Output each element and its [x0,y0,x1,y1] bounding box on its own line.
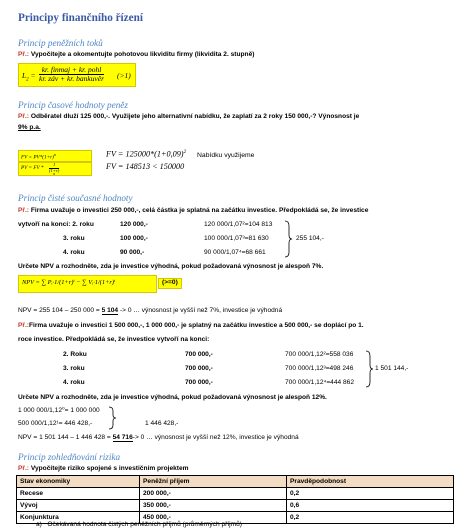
table-header-row [17,476,454,488]
npv-question-1: Určete NPV a rozhodněte, zda je investice výhodná, pokud požadovaná výnosnost je alespoň 7%. [18,263,324,270]
example-marker: Př.: [18,51,29,58]
section-heading-cash-flow: Princip peněžních toků [18,38,103,48]
npv-formula-box [18,275,157,293]
risk-table [16,475,454,524]
npv-task-line2: vytvoří na konci: 2. roku [18,221,94,228]
investment-sum: 1 446 428,- [145,420,179,427]
npv-example-2-text: Firma uvažuje o investici 1 500 000,-, 1 000 000,- je splatný na začátku investice a 500 000,- se doplácí po 1. [29,322,364,329]
npv-question-2: Určete NPV a rozhodněte, zda je investice výhodná, pokud požadovaná výnosnost je alespoň 12%. [18,394,327,401]
tvm-task-line1 [18,114,359,121]
npv-result-1-post: -> 0 … výnosnost je vyšší než 7%, investice je výhodná [118,307,283,314]
npv-formula: NPV = ∑ Pᵢ·1/(1+r)ⁱ − ∑ Vᵢ·1/(1+r)ⁱ [22,279,116,286]
npv-sum: 255 104,- [296,235,324,242]
formula-numerator: kr. finmaj + kr. pohl [39,66,104,75]
npv2-row-2-calc: 700 000/1,12³=498 246 [285,365,354,372]
npv-result-2 [18,435,299,442]
formula-lhs-sub: 2 [26,77,29,83]
npv-example-2-line2: roce investice. Předpokládá se, že investice vytvoří na konci: [18,336,210,343]
npv-result-1-pre: NPV = 255 104 – 250 000 = [18,307,102,314]
npv-example-2-line1 [18,323,364,330]
npv-row-1-calc: 120 000/1,07²=104 813 [204,221,273,228]
investment-brace [108,406,116,430]
table-cell: 0,2 [287,488,454,500]
risk-item-a [36,522,242,529]
table-cell: Vývoj [17,500,140,512]
npv-row-3-label: 4. roku [63,249,85,256]
liquidity-task-text: Vypočítejte a okomentujte pohotovou likviditu firmy (likvidita 2. stupně) [29,51,255,58]
npv-sum-brace [284,220,292,258]
npv-row-3-calc: 90 000/1,07⁴=68 661 [204,249,266,256]
table-cell: 350 000,- [140,500,287,512]
npv-row-2-amount: 100 000,- [120,235,148,242]
npv2-row-1-calc: 700 000/1,12²=558 036 [285,351,354,358]
formula-condition: (>1) [117,71,131,80]
npv2-row-3-amount: 700 000,- [185,379,213,386]
list-marker: a) [36,521,42,528]
npv-result-1-value: 5 104 [101,307,119,314]
pv-fraction-den: (1+r) [49,167,60,173]
example-marker: Př.: [18,322,29,329]
npv-result-1 [18,308,282,315]
npv2-row-3-calc: 700 000/1,12⁴=444 862 [285,379,355,386]
npv2-row-1-amount: 700 000,- [185,351,213,358]
section-heading-tvm: Princip časové hodnoty peněz [18,100,128,110]
npv-row-3-amount: 90 000,- [120,249,145,256]
pv-fraction-den-exp: n [53,172,56,177]
npv-result-2-post: -> 0 … výnosnost je vyšší než 12%, investice je výhodná [132,434,299,441]
fv-calc-1-exp: 2 [183,149,187,155]
investment-pv-2: 500 000/1,12¹= 446 428,- [18,420,93,427]
example-marker: Př.: [18,465,29,472]
example-marker: Př.: [18,207,29,214]
fv-formula-box [18,150,92,162]
liquidity-task [18,52,254,59]
npv-condition: (>=0) [158,278,182,289]
risk-item-a-text: Očekávaná hodnota čistých peněžních příjmů (průměrných příjmů) [47,521,242,528]
npv-row-1-amount: 120 000,- [120,221,148,228]
section-heading-risk: Princip zohledňování rizika [18,452,121,462]
npv-result-2-pre: NPV = 1 501 144 – 1 446 428 = [18,434,113,441]
npv2-row-2-label: 3. roku [63,365,85,372]
fv-calc-1-text: FV = 125000*(1+0,09) [106,149,184,159]
formula-fraction [39,66,104,82]
npv2-sum-brace [365,350,373,388]
liquidity-formula [18,63,136,87]
formula-lhs: L [22,71,27,80]
pv-fraction [49,163,59,179]
fv-calc-2: FV = 148513 < 150000 [106,162,185,171]
table-row [17,500,454,512]
table-cell: 200 000,- [140,488,287,500]
example-marker: Př.: [18,113,29,120]
pv-formula: PV = FV * [21,165,44,171]
table-header-cell: Peněžní příjem [140,476,287,488]
npv2-row-2-amount: 700 000,- [185,365,213,372]
fv-calc-1 [106,150,186,159]
formula-eq: = [30,71,36,80]
table-cell: Konjunktura [17,512,140,524]
npv2-row-3-label: 4. roku [63,379,85,386]
table-cell: 450 000,- [140,512,287,524]
formula-denominator: kr. záv + kr. bankuvěr [39,73,105,83]
fv-formula: FV = PV*(1+r) [21,154,54,161]
npv2-row-1-label: 2. Roku [63,351,87,358]
fv-decision: Nabídku využijeme [197,152,255,159]
npv-row-2-calc: 100 000/1,07³=81 630 [204,235,269,242]
risk-task-text: Vypočítejte riziko spojené s investičním projektem [29,465,189,472]
risk-task [18,466,189,473]
section-heading-npv: Princip čisté současné hodnoty [18,193,133,203]
npv-row-2-label: 3. roku [63,235,85,242]
npv-task-text: Firma uvažuje o investici 250 000,-, celá částka je splatná na začátku investice. Předpokládá se, že investice [29,207,369,214]
fv-formula-exp: n [53,152,56,157]
npv-result-2-value: 54 716 [112,434,133,441]
npv2-sum: 1 501 144,- [375,365,409,372]
table-cell: 0,2 [287,512,454,524]
pv-fraction-num: 1 [49,163,59,169]
page-title: Principy finančního řízení [18,12,143,24]
tvm-task-line2: 9% p.a. [18,124,41,131]
table-row [17,488,454,500]
investment-pv-1: 1 000 000/1,12⁰= 1 000 000 [18,407,100,414]
tvm-task-text: Odběratel dluží 125 000,-. Využijete jeho alternativní nabídku, že zaplatí za 2 roky 150 000,-? Výnosnost je [29,113,360,120]
table-cell: Recese [17,488,140,500]
table-header-cell: Stav ekonomiky [17,476,140,488]
pv-formula-box [18,162,92,176]
table-header-cell: Pravděpodobnost [287,476,454,488]
table-cell: 0,6 [287,500,454,512]
npv-task-line1 [18,208,368,215]
